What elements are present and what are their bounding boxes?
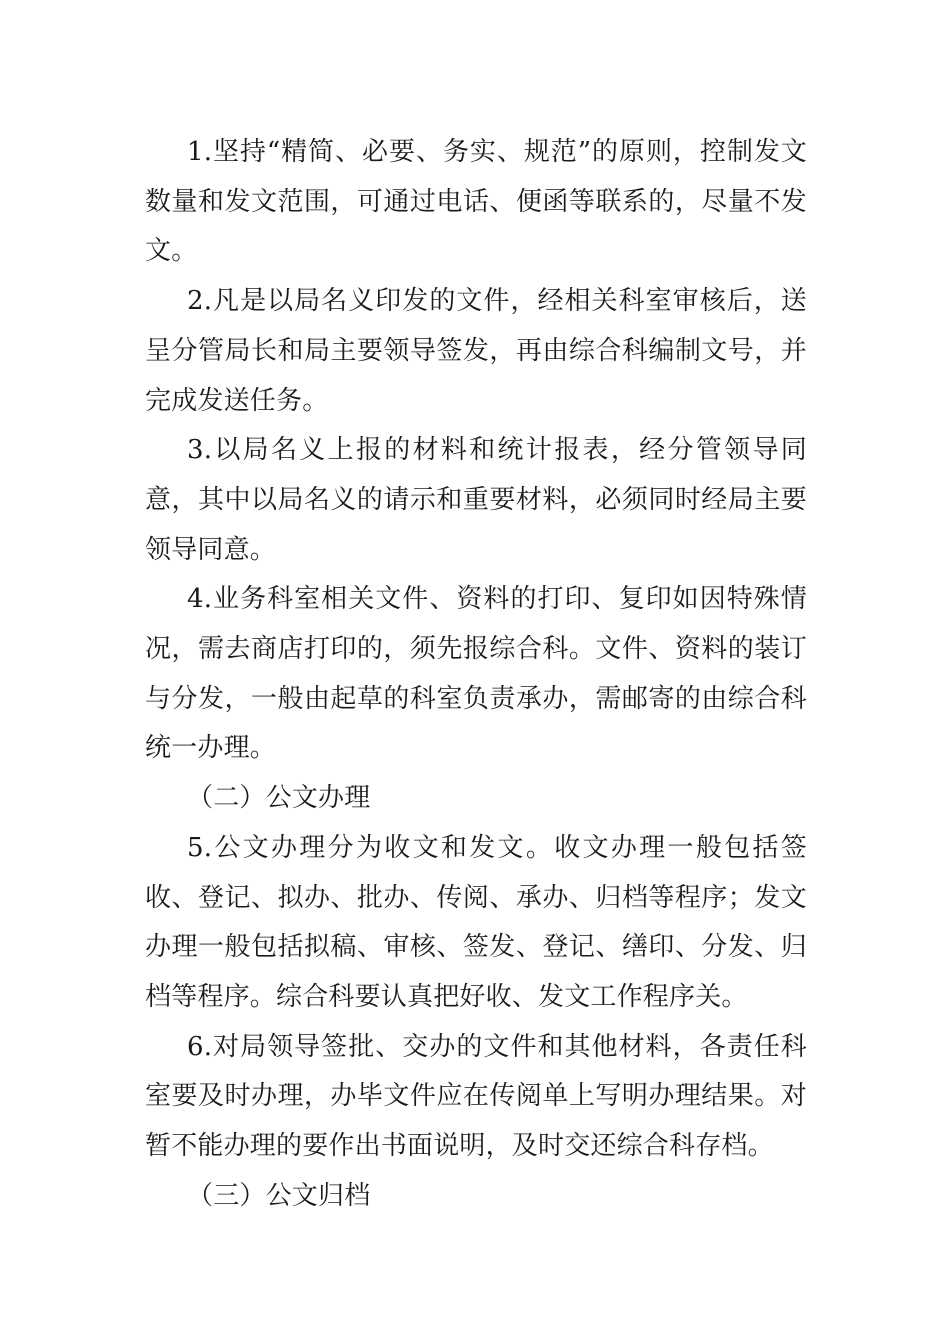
paragraph-item-4: 4.业务科室相关文件、资料的打印、复印如因特殊情况，需去商店打印的，须先报综合科。文件、资料的装订与分发，一般由起草的科室负责承办，需邮寄的由综合科统一办理。 (145, 584, 807, 764)
section-heading-document-archiving: （三）公文归档 (187, 1180, 371, 1211)
paragraph-item-3: 3.以局名义上报的材料和统计报表，经分管领导同意，其中以局名义的请示和重要材料，必须同时经局主要领导同意。 (145, 435, 807, 565)
paragraph-item-5: 5.公文办理分为收文和发文。收文办理一般包括签收、登记、拟办、批办、传阅、承办、归档等程序；发文办理一般包括拟稿、审核、签发、登记、缮印、分发、归档等程序。综合科要认真把好收、发文工作程序关。 (145, 832, 807, 1012)
paragraph-item-6: 6.对局领导签批、交办的文件和其他材料，各责任科室要及时办理，办毕文件应在传阅单上写明办理结果。对暂不能办理的要作出书面说明，及时交还综合科存档。 (145, 1031, 807, 1162)
paragraph-item-1: 1.坚持“精简、必要、务实、规范”的原则，控制发文数量和发文范围，可通过电话、便函等联系的，尽量不发文。 (145, 137, 807, 267)
document-body (145, 128, 807, 1221)
section-heading-document-handling: （二）公文办理 (187, 783, 371, 814)
paragraph-item-2: 2.凡是以局名义印发的文件，经相关科室审核后，送呈分管局长和局主要领导签发，再由综合科编制文号，并完成发送任务。 (145, 286, 807, 416)
